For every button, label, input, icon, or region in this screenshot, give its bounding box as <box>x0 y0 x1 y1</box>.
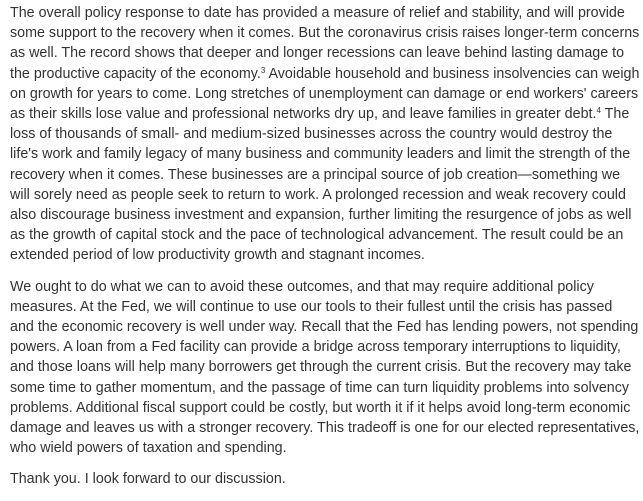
paragraph-3 <box>10 469 640 489</box>
paragraph-1 <box>10 3 640 266</box>
paragraph-1-text-2: Avoidable household and business insolvencies can weigh on growth for years to come. Long stretches of unemployment can damage or end workers' careers as their skills lose value and professional networks dry up, and leave families in greater debt. <box>10 65 640 123</box>
paragraph-2-text: We ought to do what we can to avoid these outcomes, and that may require additional policy measures. At the Fed, we will continue to use our tools to their fullest until the crisis has passed and the economic recovery is well under way. Recall that the Fed has lending powers, not spending powers. A loan from a Fed facility can provide a bridge across temporary interruptions to liquidity, and those loans will help many borrowers get through the current crisis. But the recovery may take some time to gather momentum, and the passage of time can turn liquidity problems into solvency problems. Additional fiscal support could be costly, but worth it if it helps avoid long-term economic damage and leaves us with a stronger recovery. This tradeoff is one for our elected representatives, who wield powers of taxation and spending. <box>10 278 640 457</box>
speech-text <box>10 3 640 501</box>
paragraph-1-text-1: The overall policy response to date has provided a measure of relief and stability, and will provide some support to the recovery when it comes. But the coronavirus crisis raises longer-term concerns as well. The record shows that deeper and longer recessions can leave behind lasting damage to the productive capacity of the economy. <box>10 5 640 82</box>
paragraph-1-text-3: The loss of thousands of small- and medium-sized businesses across the country would destroy the life's work and family legacy of many business and community leaders and limit the strength of the recovery when it comes. These businesses are a principal source of job creation—something we will sorely need as people seek to return to work. A prolonged recession and weak recovery could also discourage business investment and expansion, further limiting the resurgence of jobs as well as the growth of capital stock and the pace of technological advancement. The result could be an extended period of low productivity growth and stagnant incomes. <box>10 106 632 264</box>
closing-remark: Thank you. I look forward to our discussion. <box>10 471 286 488</box>
paragraph-2 <box>10 277 640 459</box>
footnote-3-link[interactable]: 3 <box>260 65 266 75</box>
footnote-4-link[interactable]: 4 <box>596 106 601 116</box>
